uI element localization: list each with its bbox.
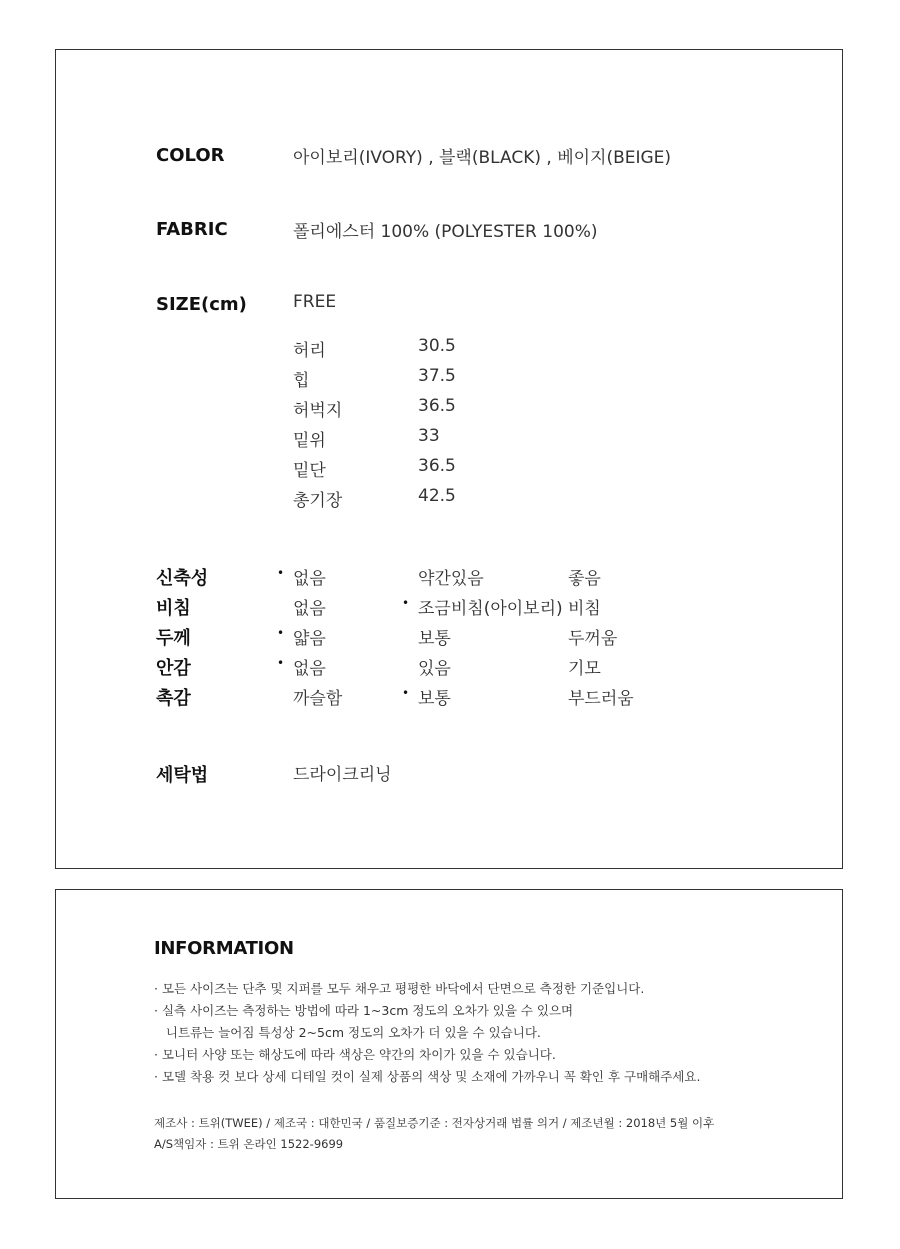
footer-line: A/S책임자 : 트위 온라인 1522-9699 [154, 1137, 344, 1151]
attribute-label: 두께 [156, 628, 191, 649]
spec-panel [55, 49, 843, 869]
size-name: 밑위 [293, 431, 326, 451]
size-name: 밑단 [293, 461, 326, 481]
fabric-label: FABRIC [156, 219, 228, 240]
wash-label: 세탁법 [156, 765, 209, 786]
selected-bullet-icon: • [402, 596, 410, 610]
attribute-option: 얇음 [293, 629, 326, 649]
attribute-options [277, 564, 793, 594]
attribute-options [293, 684, 793, 714]
attribute-label: 안감 [156, 658, 191, 679]
information-line: 니트류는 늘어짐 특성상 2~5cm 정도의 오차가 더 있을 수 있습니다. [154, 1025, 541, 1040]
attribute-option: 기모 [568, 659, 601, 679]
selected-bullet-icon: • [277, 566, 285, 580]
attribute-options [293, 594, 793, 624]
information-line: · 모든 사이즈는 단추 및 지퍼를 모두 채우고 평평한 바닥에서 단면으로 측정한 기준입니다. [154, 981, 645, 996]
information-line: · 실측 사이즈는 측정하는 방법에 따라 1~3cm 정도의 오차가 있을 수 있으며 [154, 1003, 574, 1018]
size-value: FREE [293, 292, 337, 312]
attribute-option: 부드러움 [568, 689, 634, 709]
attribute-option: 보통 [418, 629, 451, 649]
color-label: COLOR [156, 145, 225, 166]
size-value: 33 [418, 426, 440, 446]
attribute-option: 없음 [293, 659, 326, 679]
size-row [293, 426, 793, 456]
size-label: SIZE(cm) [156, 294, 247, 315]
size-name: 총기장 [293, 491, 343, 511]
size-row [293, 396, 793, 426]
fabric-value: 폴리에스터 100% (POLYESTER 100%) [293, 222, 598, 242]
attribute-option: 좋음 [568, 569, 601, 589]
wash-value: 드라이크리닝 [293, 765, 392, 785]
information-title: INFORMATION [154, 938, 294, 959]
size-value: 30.5 [418, 336, 456, 356]
information-line: · 모니터 사양 또는 해상도에 따라 색상은 약간의 차이가 있을 수 있습니다. [154, 1047, 556, 1062]
size-value: 36.5 [418, 456, 456, 476]
attribute-label: 비침 [156, 598, 191, 619]
size-value: 36.5 [418, 396, 456, 416]
size-row [293, 486, 793, 516]
attribute-label: 신축성 [156, 568, 209, 589]
size-row [293, 336, 793, 366]
information-panel [55, 889, 843, 1199]
attribute-option: 없음 [293, 569, 326, 589]
attribute-option: 까슬함 [293, 689, 343, 709]
footer-line: 제조사 : 트위(TWEE) / 제조국 : 대한민국 / 품질보증기준 : 전자상거래 법률 의거 / 제조년월 : 2018년 5월 이후 [154, 1116, 715, 1130]
size-name: 허벅지 [293, 401, 343, 421]
attribute-options [277, 654, 793, 684]
attribute-options [277, 624, 793, 654]
attribute-option: 없음 [293, 599, 326, 619]
attribute-option: 두꺼움 [568, 629, 618, 649]
information-line: · 모델 착용 컷 보다 상세 디테일 컷이 실제 상품의 색상 및 소재에 가까우니 꼭 확인 후 구매해주세요. [154, 1069, 701, 1084]
selected-bullet-icon: • [277, 656, 285, 670]
size-row [293, 456, 793, 486]
color-value: 아이보리(IVORY) , 블랙(BLACK) , 베이지(BEIGE) [293, 148, 672, 168]
size-value: 37.5 [418, 366, 456, 386]
attribute-option: 비침 [568, 599, 601, 619]
attribute-option: 보통 [418, 689, 451, 709]
attribute-option: 있음 [418, 659, 451, 679]
size-value: 42.5 [418, 486, 456, 506]
size-name: 허리 [293, 341, 326, 361]
attribute-option: 조금비침(아이보리) [418, 599, 563, 619]
attribute-option: 약간있음 [418, 569, 484, 589]
selected-bullet-icon: • [277, 626, 285, 640]
size-name: 힙 [293, 371, 310, 391]
size-row [293, 366, 793, 396]
attribute-label: 촉감 [156, 688, 191, 709]
selected-bullet-icon: • [402, 686, 410, 700]
